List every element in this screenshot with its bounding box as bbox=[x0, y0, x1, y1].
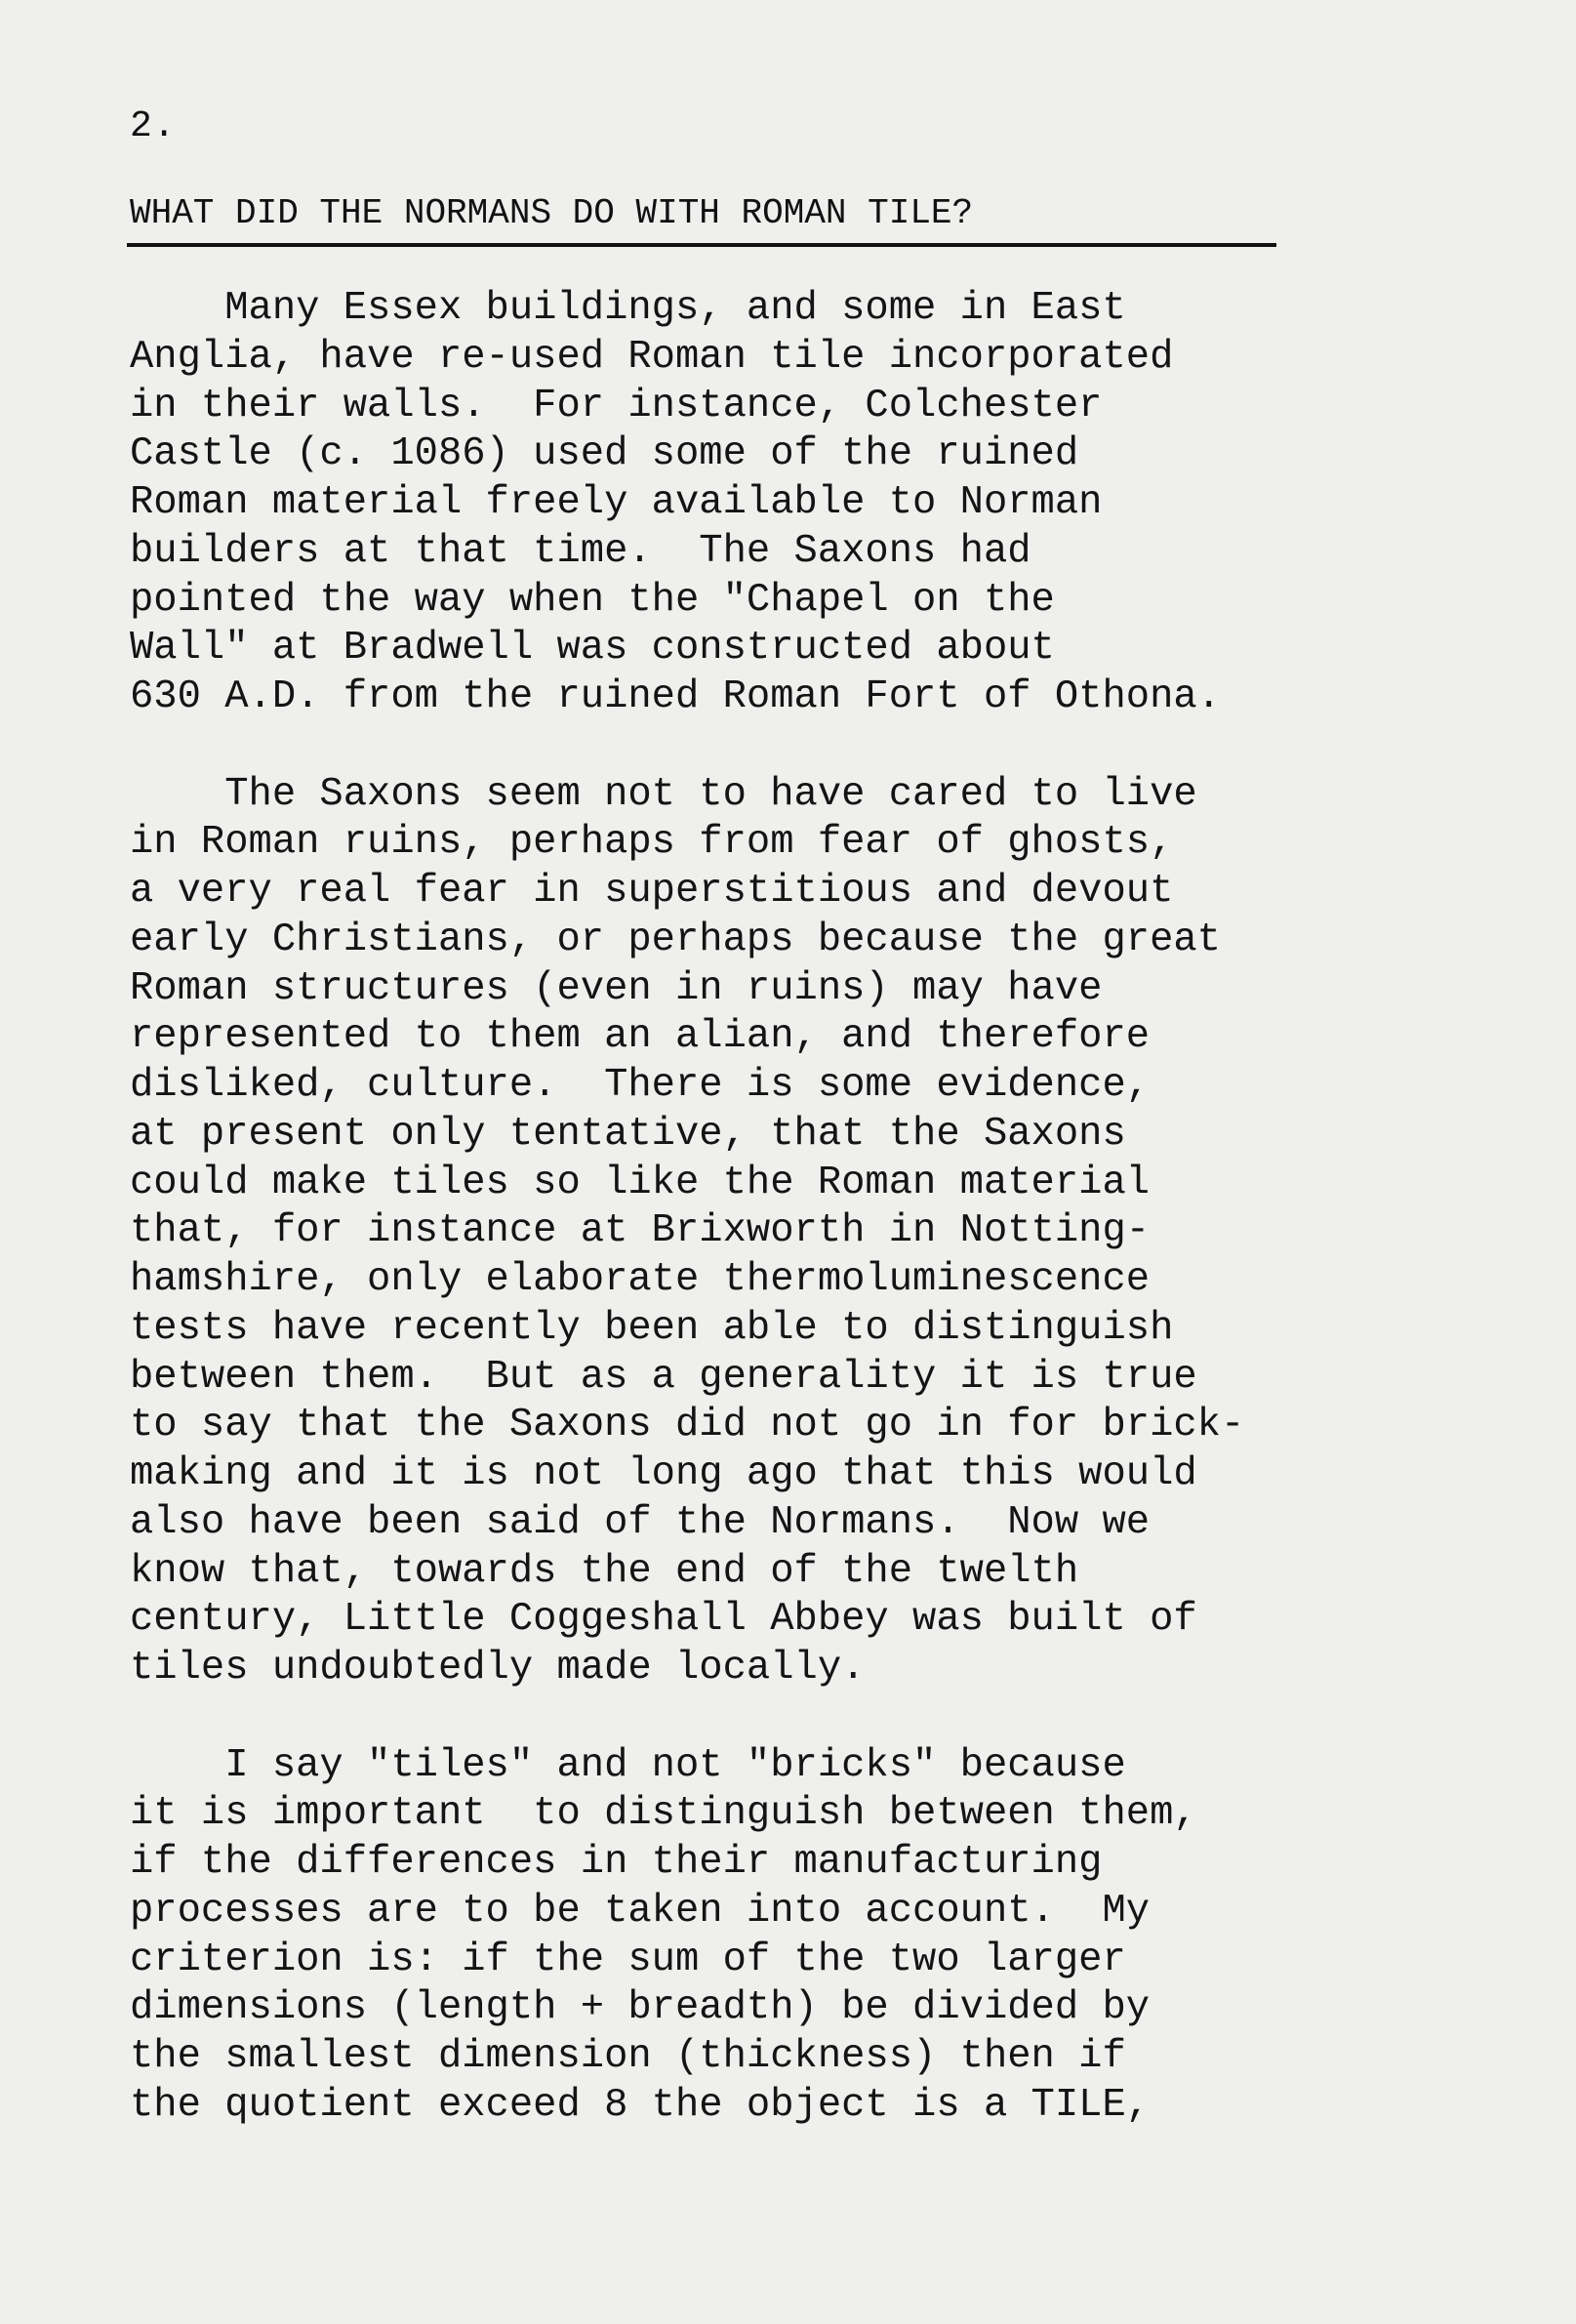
text-line: processes are to be taken into account. My bbox=[130, 1888, 1151, 1934]
text-line: criterion is: if the sum of the two larger bbox=[130, 1937, 1126, 1982]
paragraph-1 bbox=[130, 285, 1535, 722]
text-line: tests have recently been able to distinguish bbox=[130, 1305, 1174, 1351]
text-line: between them. But as a generality it is true bbox=[130, 1354, 1197, 1400]
text-line: pointed the way when the "Chapel on the bbox=[130, 577, 1055, 623]
page-number: 2. bbox=[130, 105, 177, 147]
article-body bbox=[130, 285, 1535, 2131]
text-line: in Roman ruins, perhaps from fear of ghosts, bbox=[130, 820, 1174, 866]
text-line: tiles undoubtedly made locally. bbox=[130, 1646, 866, 1691]
text-line: builders at that time. The Saxons had bbox=[130, 528, 1031, 574]
text-line: Castle (c. 1086) used some of the ruined bbox=[130, 431, 1079, 477]
text-line: at present only tentative, that the Saxons bbox=[130, 1111, 1126, 1157]
text-line: I say "tiles" and not "bricks" because bbox=[130, 1742, 1126, 1788]
text-line: early Christians, or perhaps because the great bbox=[130, 917, 1221, 962]
paragraph-gap bbox=[130, 1693, 1535, 1742]
text-line: Many Essex buildings, and some in East bbox=[130, 286, 1126, 331]
text-line: Anglia, have re-used Roman tile incorporated bbox=[130, 334, 1174, 380]
paragraph-3 bbox=[130, 1742, 1535, 2131]
text-line: that, for instance at Brixworth in Notting- bbox=[130, 1208, 1151, 1254]
text-line: hamshire, only elaborate thermoluminescence bbox=[130, 1257, 1151, 1302]
text-line: a very real fear in superstitious and devout bbox=[130, 869, 1174, 914]
text-line: Roman material freely available to Norman bbox=[130, 480, 1103, 525]
text-line: 630 A.D. from the ruined Roman Fort of Othona. bbox=[130, 674, 1221, 719]
text-line: if the differences in their manufacturing bbox=[130, 1840, 1103, 1885]
article-title: WHAT DID THE NORMANS DO WITH ROMAN TILE? bbox=[130, 193, 974, 233]
text-line: represented to them an alian, and therefore bbox=[130, 1014, 1151, 1060]
text-line: the smallest dimension (thickness) then if bbox=[130, 2034, 1126, 2079]
text-line: in their walls. For instance, Colchester bbox=[130, 383, 1103, 428]
paragraph-2 bbox=[130, 771, 1535, 1693]
text-line: the quotient exceed 8 the object is a TILE, bbox=[130, 2082, 1151, 2128]
text-line: making and it is not long ago that this would bbox=[130, 1451, 1197, 1496]
text-line: could make tiles so like the Roman material bbox=[130, 1160, 1151, 1205]
text-line: know that, towards the end of the twelth bbox=[130, 1548, 1079, 1594]
text-line: The Saxons seem not to have cared to live bbox=[130, 771, 1197, 817]
text-line: century, Little Coggeshall Abbey was built of bbox=[130, 1597, 1197, 1643]
title-underline bbox=[127, 243, 1276, 247]
text-line: to say that the Saxons did not go in for brick- bbox=[130, 1403, 1245, 1448]
text-line: Wall" at Bradwell was constructed about bbox=[130, 626, 1055, 672]
text-line: Roman structures (even in ruins) may have bbox=[130, 965, 1103, 1011]
paragraph-gap bbox=[130, 722, 1535, 771]
text-line: also have been said of the Normans. Now we bbox=[130, 1499, 1151, 1545]
text-line: it is important to distinguish between them, bbox=[130, 1791, 1197, 1837]
text-line: disliked, culture. There is some evidence, bbox=[130, 1063, 1151, 1108]
text-line: dimensions (length + breadth) be divided by bbox=[130, 1985, 1151, 2031]
